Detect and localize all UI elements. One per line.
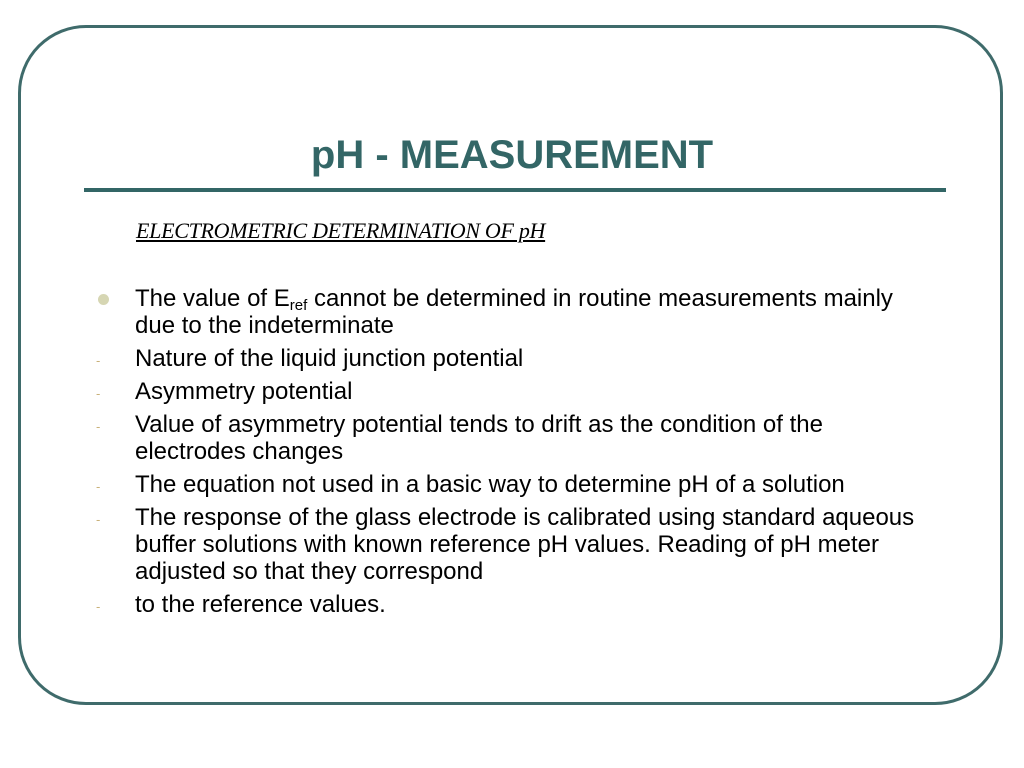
bullet-marker [95,285,115,312]
dash-marker [95,411,115,438]
dash-icon: - [96,386,101,401]
item-text: Nature of the liquid junction potential [135,345,524,372]
list-item [95,285,935,339]
list-item [95,378,935,405]
list-item [95,345,935,372]
dash-marker [95,345,115,372]
dash-marker [95,504,115,531]
list-item [95,504,935,585]
section-subtitle: ELECTROMETRIC DETERMINATION OF pH [136,218,546,243]
dash-icon: - [96,353,101,368]
dash-icon: - [96,512,101,527]
item-text: Asymmetry potential [135,378,353,405]
list-item [95,591,935,618]
dash-icon: - [96,599,101,614]
item-text-after: cannot be determined in routine measurements mainly due to the indeterminate [135,285,893,339]
dash-marker [95,471,115,498]
dash-icon: - [96,479,101,494]
bullet-list [95,285,935,624]
dash-marker [95,591,115,618]
item-text: Value of asymmetry potential tends to drift as the condition of the electrodes changes [135,411,823,465]
item-subscript: ref [289,297,308,314]
bullet-dot-icon [98,294,109,305]
item-text: to the reference values. [135,591,386,618]
dash-icon: - [96,419,101,434]
list-item [95,411,935,465]
dash-marker [95,378,115,405]
item-text-before: The value of E [135,285,290,312]
item-text: The equation not used in a basic way to determine pH of a solution [135,471,845,498]
title-underline-rule [84,188,946,192]
list-item [95,471,935,498]
slide-title: pH - MEASUREMENT [310,133,714,177]
item-text: The response of the glass electrode is calibrated using standard aqueous buffer solutions with known reference pH values. Reading of pH meter adjusted so that they correspond [135,504,915,585]
